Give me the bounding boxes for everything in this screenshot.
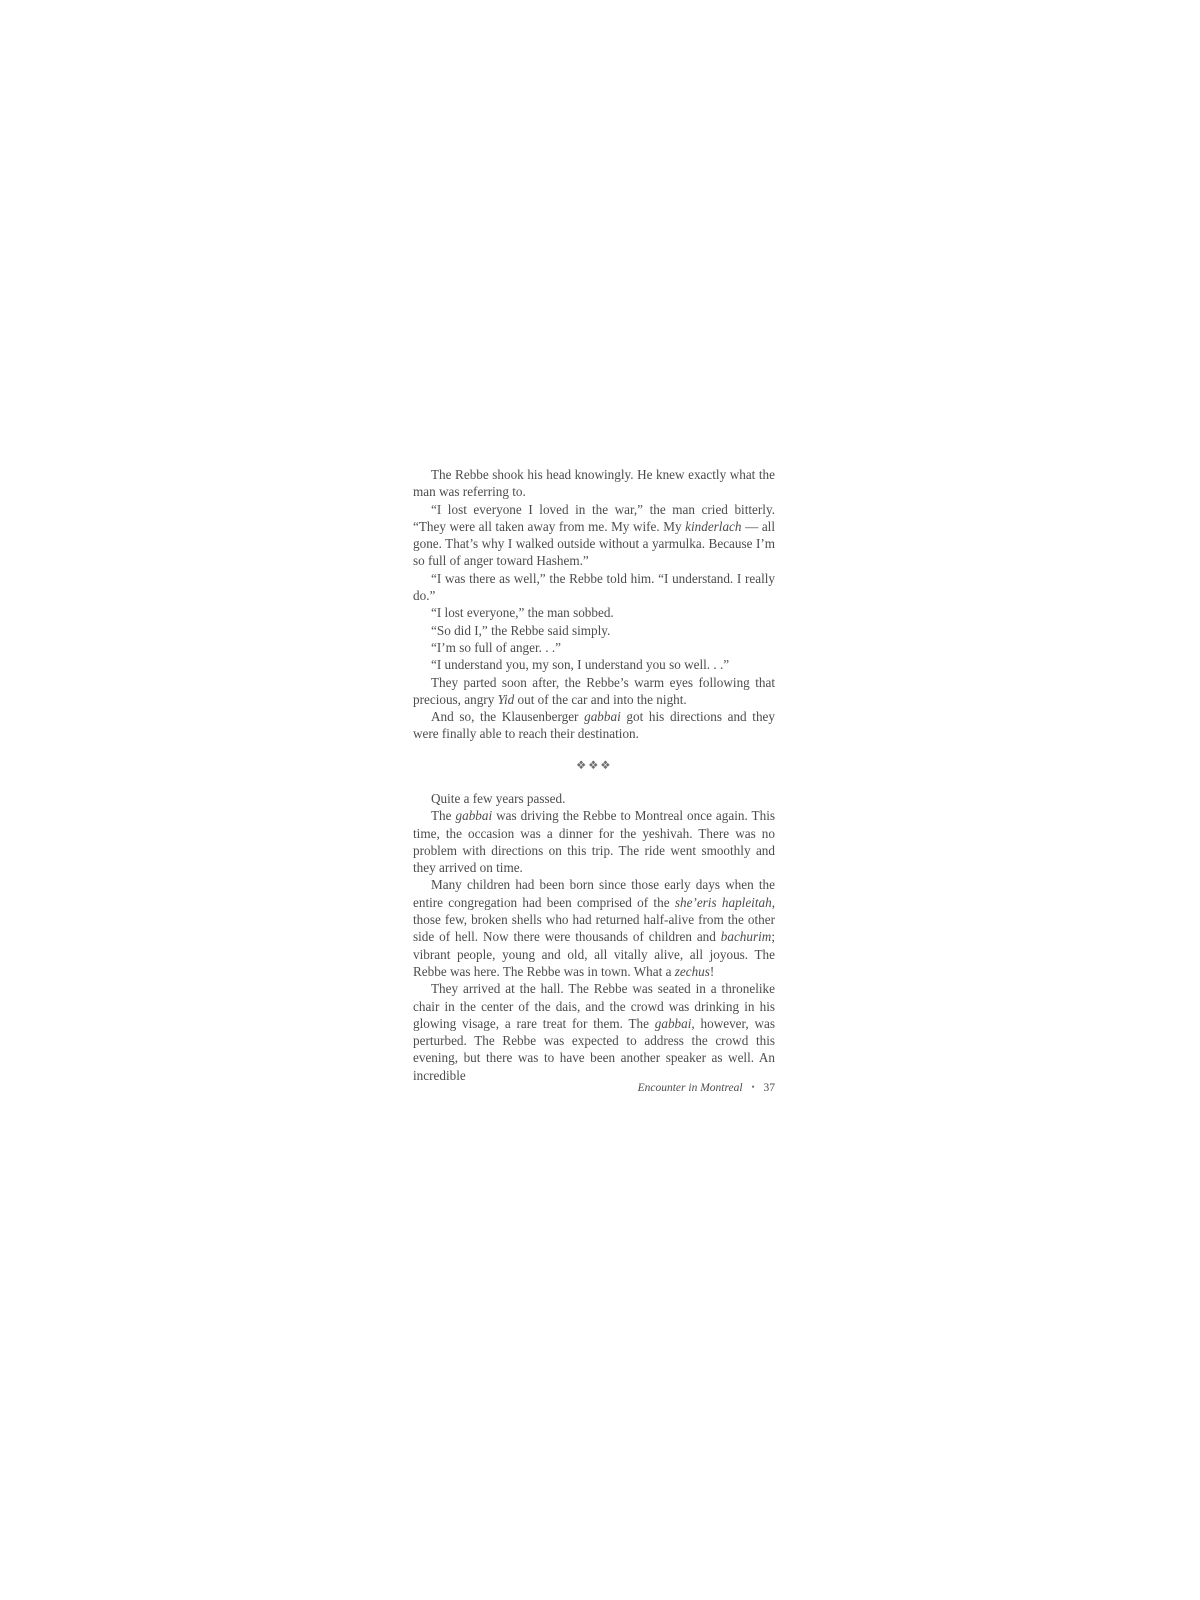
paragraph: “So did I,” the Rebbe said simply.: [431, 622, 611, 638]
paragraph: The gabbai was driving the Rebbe to Montreal once again. This time, the occasion was a dinner for the yeshivah. There was no problem with directions on this trip. The ride went smoothly and they arrived on time.: [413, 808, 775, 876]
paragraph: Quite a few years passed.: [431, 791, 566, 806]
paragraph: “I lost everyone,” the man sobbed.: [431, 605, 614, 621]
footer-separator-icon: •: [751, 1082, 755, 1092]
italic-term: gabbai: [584, 709, 621, 725]
body-text-lower: [413, 790, 775, 1084]
body-text-upper: [413, 466, 775, 743]
paragraph: Many children had been born since those early days when the entire congregation had been comprised of the she’eris hapleitah, those few, broken shells who had returned half-alive from the other side of hell. Now there were thousands of children and bachurim; vibrant people, young and old, all vitally alive, all joyous. The Rebbe was here. The Rebbe was in town. What a zechus!: [413, 877, 775, 979]
italic-term: Yid: [497, 691, 515, 707]
italic-term: bachurim: [720, 929, 772, 945]
paragraph: “I was there as well,” the Rebbe told him. “I understand. I really do.”: [413, 570, 775, 604]
paragraph: They parted soon after, the Rebbe’s warm eyes following that precious, angry Yid out of the car and into the night.: [413, 674, 775, 707]
page-footer: [413, 1082, 775, 1094]
footer-chapter-title: Encounter in Montreal: [637, 1082, 743, 1094]
paragraph: “I’m so full of anger. . .”: [431, 639, 562, 655]
italic-term: zechus: [674, 963, 710, 979]
italic-term: she’eris hapleitah: [674, 894, 772, 910]
paragraph: “I understand you, my son, I understand you so well. . .”: [431, 657, 730, 673]
paragraph: The Rebbe shook his head knowingly. He knew exactly what the man was referring to.: [413, 467, 775, 500]
italic-term: kinderlach: [685, 518, 742, 534]
paragraph: And so, the Klausenberger gabbai got his directions and they were finally able to reach their destination.: [413, 709, 775, 742]
italic-term: gabbai: [455, 808, 493, 824]
footer-page-number: 37: [763, 1082, 775, 1094]
paragraph: “I lost everyone I loved in the war,” the man cried bitterly. “They were all taken away from me. My wife. My kinderlach — all gone. That’s why I walked outside without a yarmulka. Because I’m so full of anger toward Hashem.”: [413, 501, 775, 569]
italic-term: gabbai: [654, 1015, 692, 1031]
paragraph: They arrived at the hall. The Rebbe was seated in a thronelike chair in the center of the dais, and the crowd was drinking in his glowing visage, a rare treat for them. The gabbai, however, was perturbed. The Rebbe was expected to address the crowd this evening, but there was to have been another speaker as well. An incredible: [413, 981, 775, 1083]
diamond-ornament-icon: ❖❖❖: [575, 758, 613, 772]
section-divider-ornament: [413, 754, 775, 776]
